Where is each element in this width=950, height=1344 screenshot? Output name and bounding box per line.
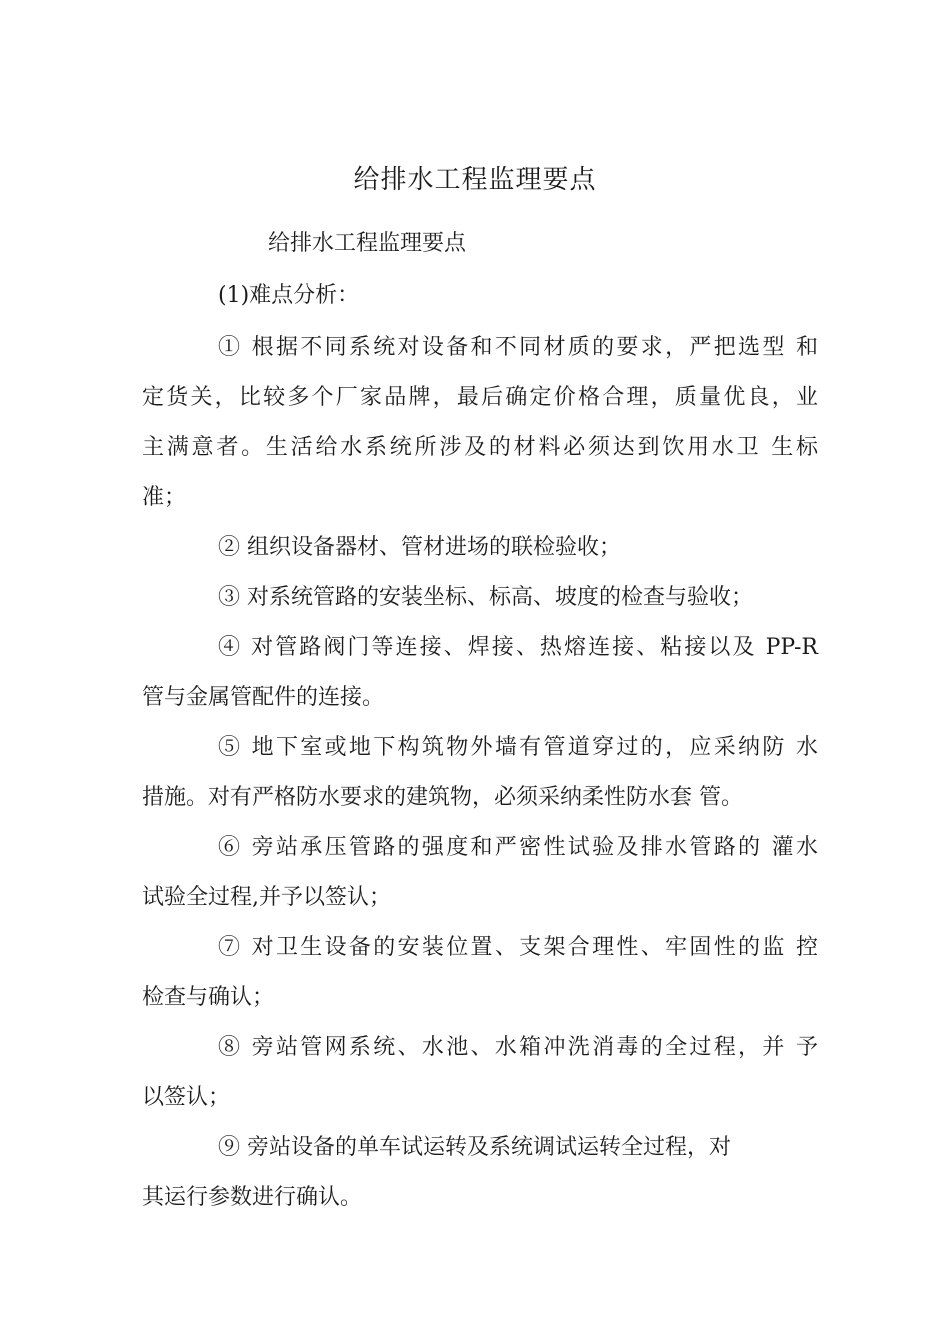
item-5-line-1: ⑤ 地下室或地下构筑物外墙有管道穿过的，应采纳防 水: [218, 735, 818, 760]
item-8-line-2: 以签认；: [142, 1085, 231, 1110]
document-subtitle: 给排水工程监理要点: [268, 231, 467, 256]
item-4-line-1: ④ 对管路阀门等连接、焊接、热熔连接、粘接以及 PP-R: [218, 635, 818, 660]
item-5-line-2: 措施。对有严格防水要求的建筑物，必须采纳柔性防水套 管。: [142, 785, 743, 810]
item-1-line-4: 准；: [142, 485, 187, 510]
item-6-line-2: 试验全过程,并予以签认；: [142, 885, 391, 910]
item-1-line-1: ① 根据不同系统对设备和不同材质的要求，严把选型 和: [218, 335, 818, 360]
item-1-line-3: 主满意者。生活给水系统所涉及的材料必须达到饮用水卫 生标: [142, 435, 818, 460]
document-title: 给排水工程监理要点: [353, 165, 597, 195]
item-1-line-2: 定货关，比较多个厂家品牌，最后确定价格合理，质量优良，业: [142, 385, 818, 410]
item-6-line-1: ⑥ 旁站承压管路的强度和严密性试验及排水管路的 灌水: [218, 835, 818, 860]
item-7-line-2: 检查与确认；: [142, 985, 275, 1010]
item-9-line-1: ⑨ 旁站设备的单车试运转及系统调试运转全过程，对: [218, 1135, 731, 1160]
item-7-line-1: ⑦ 对卫生设备的安装位置、支架合理性、牢固性的监 控: [218, 935, 818, 960]
item-3-line-1: ③ 对系统管路的安装坐标、标高、坡度的检查与验收；: [218, 585, 753, 610]
item-8-line-1: ⑧ 旁站管网系统、水池、水箱冲洗消毒的全过程，并 予: [218, 1035, 818, 1060]
item-9-line-2: 其运行参数进行确认。: [142, 1185, 363, 1210]
item-4-line-2: 管与金属管配件的连接。: [142, 685, 385, 710]
item-2-line-1: ② 组织设备器材、管材进场的联检验收；: [218, 535, 621, 560]
section-heading: (1)难点分析：: [218, 283, 360, 308]
